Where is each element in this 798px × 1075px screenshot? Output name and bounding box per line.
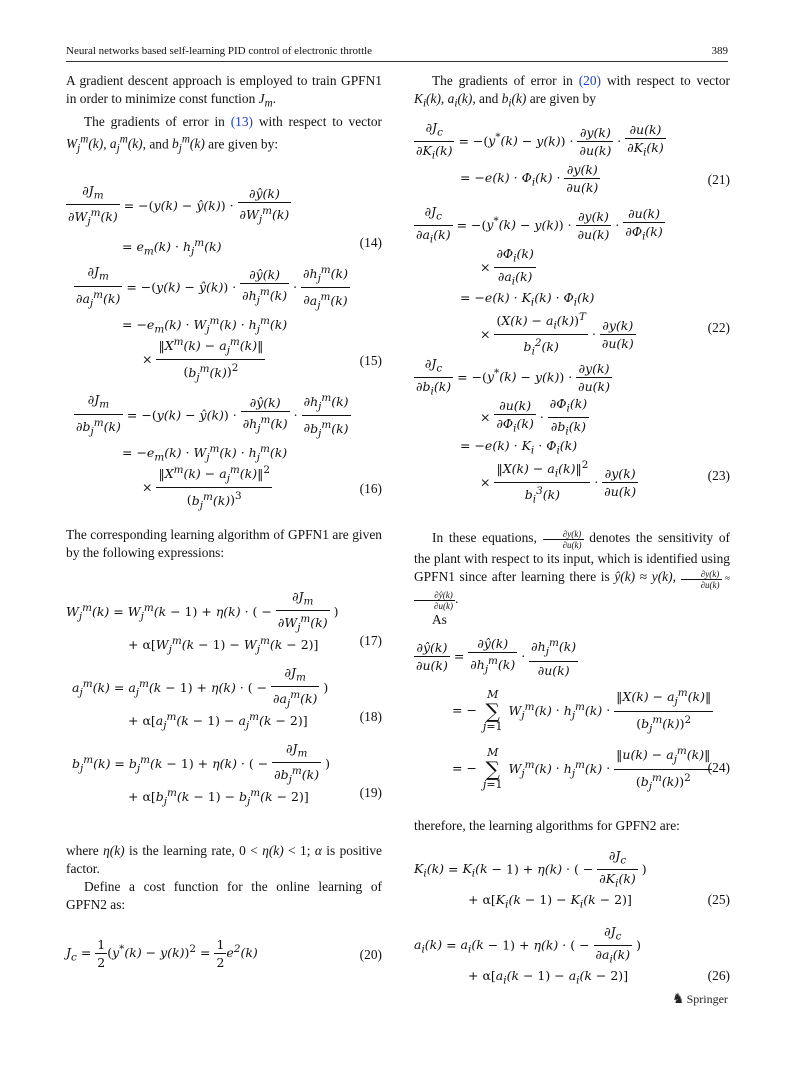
right-paragraph-4: therefore, the learning algorithms for GPFN2 are: — [414, 817, 680, 833]
equation-number-18: (18) — [359, 708, 382, 724]
running-title: Neural networks based self-learning PID control of electronic throttle — [66, 45, 373, 57]
right-paragraph-2: In these equations, $\frac{\partial y(k)}{\partial u(k)}$ denotes the sensitivity of the plant with respect to its input, which is identified using GPFN1 since after learning there is ŷ(k) ≈ y(k), $\frac{\partial y(k)}{\partial u(k)}$ ≈ $\frac{\partial ŷ(k)}{\partial u(k)}$ . — [414, 529, 730, 611]
left-paragraph-5: Define a cost function for the online learning of GPFN2 as: — [66, 878, 382, 912]
right-paragraph-3: As — [432, 611, 447, 627]
springer-logo — [672, 991, 728, 1008]
equation-number-14: (14) — [359, 234, 382, 250]
equation-reference-20[interactable]: (20) — [578, 73, 602, 88]
equations-21-23: $\frac{\partial J_c}{\partial K_i(k)}$ = −(y*(k) − y(k)) · $\frac{\partial y(k)}{\partial u(k)}$ · $\frac{\partial u(k)}{\partial K_i(k)}$ = $-e(k) \cdot \Phi_i(k)$ · $\frac{\partial y(k)}{\partial u(k)}$ (21) $\frac{\partial J_c}{\partial a_i(k)}$ = −(y*(k) − y(k)) · $\frac{\partial y(k)}{\partial u(k)}$ · $\frac{\partial u(k)}{\partial\Phi_i(k)}$ × $\frac{\partial\Phi_i(k)}{\partial a_i(k)}$ = $-e(k) \cdot K_i(k) \cdot \Phi_i(k)$ × $\frac{(X(k) - a_i(k))^T}{b_i^2(k)}$ · $\frac{\partial y(k)}{\partial u(k)}$ (22) $\frac{\partial J_c}{\partial b_i(k)}$ = −(y*(k) − y(k)) · $\frac{\partial y(k)}{\partial u(k)}$ × $\frac{\partial u(k)}{\partial\Phi_i(k)}$ · $\frac{\partial\Phi_i(k)}{\partial b_i(k)}$ = $-e(k) \cdot K_i \cdot \Phi_i(k)$ × $\frac{‖X(k) - a_i(k)‖^2}{b_i^3(k)}$ · $\frac{\partial y(k)}{\partial u(k)}$ (23) — [416, 119, 730, 506]
equation-number-20: (20) — [359, 946, 382, 962]
equation-number-24: (24) — [707, 759, 730, 775]
equation-number-16: (16) — [359, 480, 382, 496]
left-paragraph-4: where η(k) is the learning rate, 0 < η(k) < 1; α is positive factor. — [66, 842, 382, 876]
equations-14-16: $\frac{\partial J_m}{\partial W_j^m(k)}$ = −(y(k) − ŷ(k)) · $\frac{\partial ŷ(k)}{\partial W_j^m(k)}$ = $e_m(k) \cdot h_j^m(k)$ (14) $\frac{\partial J_m}{\partial a_j^m(k)}$ = −(y(k) − ŷ(k)) · $\frac{\partial ŷ(k)}{\partial h_j^m(k)}$ · $\frac{\partial h_j^m(k)}{\partial a_j^m(k)}$ = $-e_m(k) \cdot W_j^m(k) \cdot h_j^m(k)$ × $\frac{‖X^m(k) - a_j^m(k)‖}{(b_j^m(k))^2}$ (15) $\frac{\partial J_m}{\partial b_j^m(k)}$ = −(y(k) − ŷ(k)) · $\frac{\partial ŷ(k)}{\partial h_j^m(k)}$ · $\frac{\partial h_j^m(k)}{\partial b_j^m(k)}$ = $-e_m(k) \cdot W_j^m(k) \cdot h_j^m(k)$ × $\frac{‖X^m(k) - a_j^m(k)‖^2}{(b_j^m(k))^3}$ (16) — [68, 182, 382, 512]
header-rule — [66, 61, 728, 62]
left-paragraph-2: The gradients of error in (13) with respect to vector $W_j^m(k)$, $a_j^m(k)$, and $b_j^m(k)$ are given by: — [66, 113, 382, 155]
equation-number-23: (23) — [707, 467, 730, 483]
equation-20: $J_c$ = $\frac{1}{2}$ $(y^*(k) - y(k))^2$ = $\frac{1}{2}$ $e^2(k)$ (20) — [66, 936, 382, 970]
equations-17-19: $W_j^m(k) = W_j^m(k - 1) + \eta(k)$ · ( − $\frac{\partial J_m}{\partial W_j^m(k)}$ ) + $\alpha[W_j^m(k - 1) - W_j^m(k - 2)]$ (17) $a_j^m(k) = a_j^m(k - 1) + \eta(k)$ · ( − $\frac{\partial J_m}{\partial a_j^m(k)}$ ) + $\alpha[a_j^m(k - 1) - a_j^m(k - 2)]$ (18) $b_j^m(k) = b_j^m(k - 1) + \eta(k)$ · ( − $\frac{\partial J_m}{\partial b_j^m(k)}$ ) + $\alpha[b_j^m(k - 1) - b_j^m(k - 2)]$ (19) — [66, 588, 382, 808]
right-column — [414, 72, 730, 987]
equation-number-19: (19) — [359, 784, 382, 800]
equation-reference-13[interactable]: (13) — [230, 113, 254, 129]
left-paragraph-1: A gradient descent approach is employed to train GPFN1 in order to minimize const function $J_m$. — [66, 73, 382, 110]
left-paragraph-3: The corresponding learning algorithm of GPFN1 are given by the following expressions: — [66, 526, 382, 560]
equation-number-25: (25) — [707, 891, 730, 907]
page-number: 389 — [711, 45, 728, 57]
equation-number-22: (22) — [707, 319, 730, 335]
equations-25-26: $K_i(k) = K_i(k - 1) + \eta(k)$ · ( − $\frac{\partial J_c}{\partial K_i(k)}$ ) + $\alpha[K_i(k - 1) - K_i(k - 2)]$ (25) $a_i(k) = a_i(k - 1) + \eta(k)$ · ( − $\frac{\partial J_c}{\partial a_i(k)}$ ) + $\alpha[a_i(k - 1) - a_i(k - 2)]$ (26) — [414, 847, 730, 987]
publisher-name: Springer — [686, 992, 728, 1006]
equation-number-21: (21) — [707, 171, 730, 187]
equation-number-26: (26) — [707, 967, 730, 983]
right-paragraph-1: The gradients of error in (20) with respect to vector $K_i(k)$, $a_i(k)$, and $b_i(k)$ are given by — [414, 73, 730, 110]
equation-number-15: (15) — [359, 352, 382, 368]
springer-horse-icon: ♞ — [672, 992, 685, 1007]
equation-24: $\frac{\partial ŷ(k)}{\partial u(k)}$ = $\frac{\partial ŷ(k)}{\partial h_j^m(k)}$ · $\frac{\partial h_j^m(k)}{\partial u(k)}$ = − M ∑ j=1 $W_j^m(k) \cdot h_j^m(k)$ · $\frac{‖X(k) - a_j^m(k)‖}{(b_j^m(k))^2}$ = − M ∑ j=1 $W_j^m(k) \cdot h_j^m(k)$ · $\frac{‖u(k) - a_j^m(k)‖}{(b_j^m(k))^2}$ (24) — [416, 635, 730, 793]
equation-number-17: (17) — [359, 632, 382, 648]
left-column — [66, 72, 382, 976]
